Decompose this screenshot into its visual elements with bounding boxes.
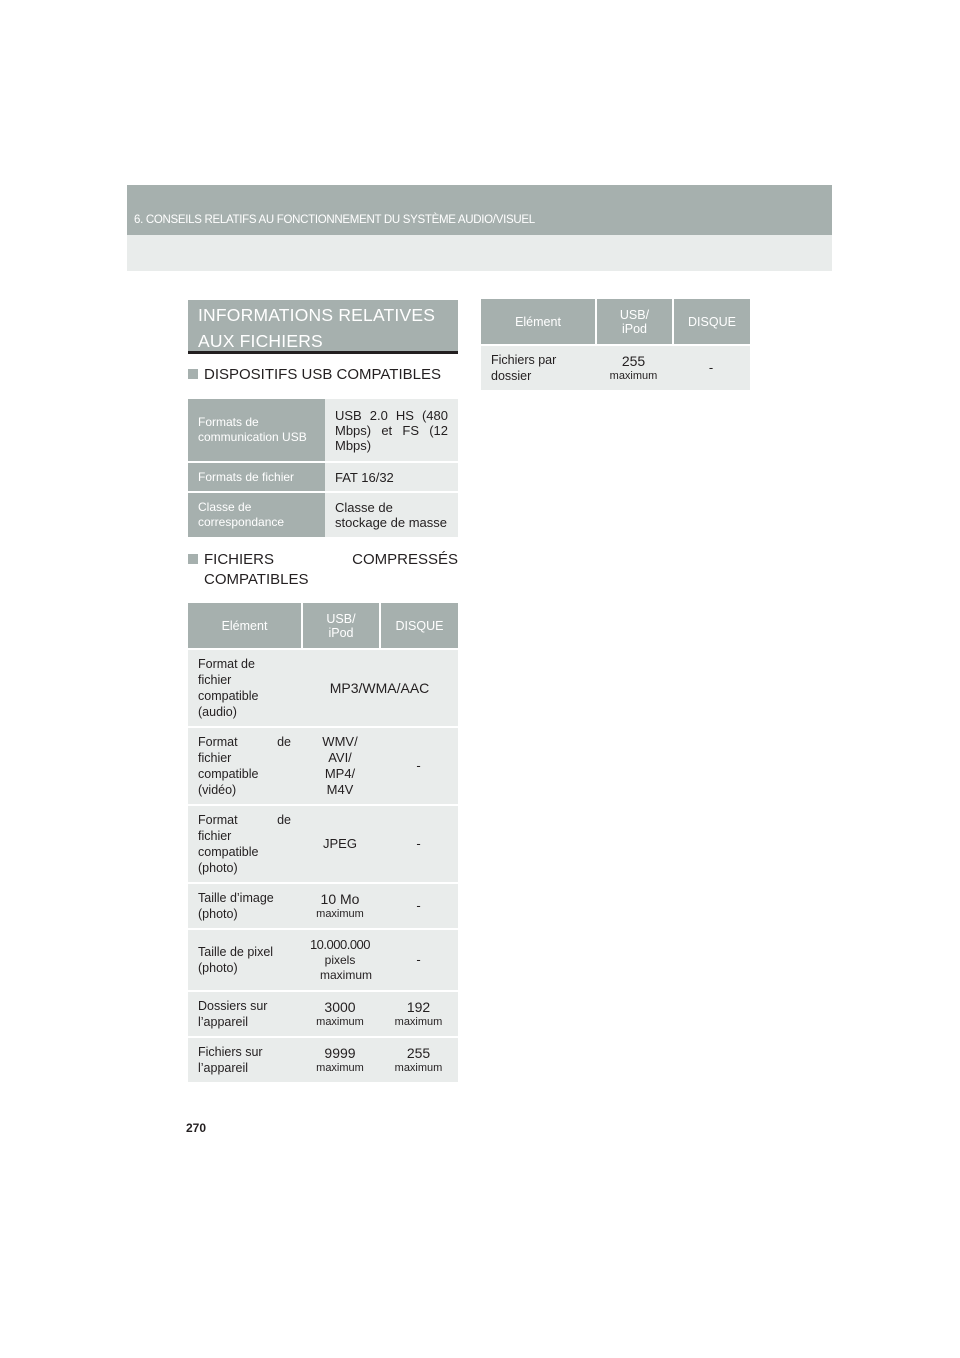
table-row bbox=[188, 463, 458, 491]
usb-devices-table bbox=[188, 397, 458, 539]
row-disc-cell: - bbox=[672, 346, 750, 390]
row-disc-cell: 255 maximum bbox=[379, 1038, 458, 1082]
row-usb-cell: WMV/ AVI/ MP4/ M4V bbox=[301, 728, 379, 804]
square-bullet-icon bbox=[188, 554, 198, 564]
row-usb-cell: 10 Mo maximum bbox=[301, 884, 379, 928]
compressed-files-heading-word2: COMPRESSÉS bbox=[352, 551, 458, 568]
usb-key-cell: Classe de correspondance bbox=[188, 493, 325, 537]
column-header-disque: DISQUE bbox=[379, 603, 458, 648]
row-disc-cell: - bbox=[379, 728, 458, 804]
continuation-table bbox=[481, 297, 750, 392]
usb-key-cell: Formats de fichier bbox=[188, 463, 325, 491]
chapter-header bbox=[127, 185, 832, 271]
row-usb-cell: 9999 maximum bbox=[301, 1038, 379, 1082]
chapter-title: 6. CONSEILS RELATIFS AU FONCTIONNEMENT DU SYSTÈME AUDIO/VISUEL bbox=[134, 214, 535, 226]
usb-devices-heading-text: DISPOSITIFS USB COMPATIBLES bbox=[204, 366, 441, 383]
table-row bbox=[188, 399, 458, 461]
row-disc-cell: - bbox=[379, 930, 458, 990]
column-header-element: Elément bbox=[188, 603, 301, 648]
section-title-line2: AUX FICHIERS bbox=[198, 331, 323, 351]
table-row bbox=[481, 346, 750, 390]
table-row bbox=[188, 650, 458, 726]
usb-value-cell: FAT 16/32 bbox=[325, 463, 458, 491]
table-header-row bbox=[481, 299, 750, 344]
compressed-files-heading-line2: COMPATIBLES bbox=[204, 571, 309, 588]
chapter-header-strip bbox=[127, 185, 832, 235]
usb-value-cell: USB 2.0 HS (480 Mbps) et FS (12 Mbps) bbox=[325, 399, 458, 461]
row-usb-cell: 3000 maximum bbox=[301, 992, 379, 1036]
row-disc-cell: - bbox=[379, 806, 458, 882]
compressed-files-table bbox=[188, 601, 458, 1084]
row-key-cell: Fichiers par dossier bbox=[481, 346, 595, 390]
table-header-row bbox=[188, 603, 458, 648]
row-key-cell: Format de fichier compatible (audio) bbox=[188, 650, 301, 726]
table-row bbox=[188, 806, 458, 882]
table-row bbox=[188, 493, 458, 537]
row-value-cell-merged: MP3/WMA/AAC bbox=[301, 650, 458, 726]
row-usb-cell: JPEG bbox=[301, 806, 379, 882]
column-header-element: Elément bbox=[481, 299, 595, 344]
column-header-disque: DISQUE bbox=[672, 299, 750, 344]
square-bullet-icon bbox=[188, 369, 198, 379]
compressed-files-heading bbox=[188, 550, 458, 590]
row-key-cell: Dossiers sur l’appareil bbox=[188, 992, 301, 1036]
compressed-files-heading-line1 bbox=[188, 550, 458, 570]
table-row bbox=[188, 930, 458, 990]
row-key-cell: Taille d’image (photo) bbox=[188, 884, 301, 928]
row-usb-cell: 255 maximum bbox=[595, 346, 672, 390]
row-disc-cell: 192 maximum bbox=[379, 992, 458, 1036]
compressed-files-heading-word1: FICHIERS bbox=[188, 550, 274, 570]
usb-value-cell: Classe de stockage de masse bbox=[325, 493, 458, 537]
section-title bbox=[188, 300, 458, 354]
table-row bbox=[188, 992, 458, 1036]
column-header-usb-ipod: USB/ iPod bbox=[301, 603, 379, 648]
row-key-cell: Format de fichier compatible (photo) bbox=[188, 806, 301, 882]
row-key-cell: Fichiers sur l’appareil bbox=[188, 1038, 301, 1082]
table-row bbox=[188, 884, 458, 928]
usb-key-cell: Formats de communication USB bbox=[188, 399, 325, 461]
column-header-usb-ipod: USB/ iPod bbox=[595, 299, 672, 344]
row-usb-cell: 10.000.000 pixels maximum bbox=[301, 930, 379, 990]
usb-devices-heading bbox=[188, 365, 441, 385]
page-number: 270 bbox=[186, 1121, 207, 1135]
row-key-cell: Format de fichier compatible (vidéo) bbox=[188, 728, 301, 804]
row-key-cell: Taille de pixel (photo) bbox=[188, 930, 301, 990]
section-title-line1: INFORMATIONS RELATIVES bbox=[198, 305, 436, 325]
table-row bbox=[188, 728, 458, 804]
row-disc-cell: - bbox=[379, 884, 458, 928]
table-row bbox=[188, 1038, 458, 1082]
